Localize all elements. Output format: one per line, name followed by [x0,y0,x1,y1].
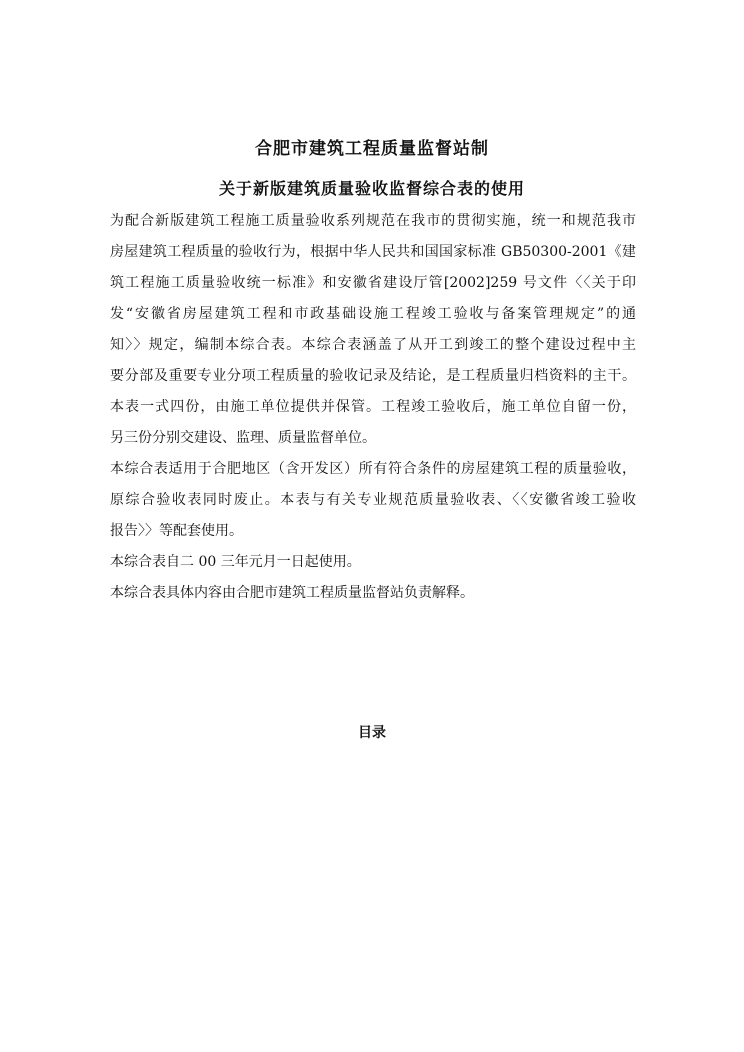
paragraph-1-line: 为配合新版建筑工程施工质量验收系列规范在我市的贯彻实施，统一和规范我市 [110,213,636,229]
paragraph-3-line: 原综合验收表同时废止。本表与有关专业规范质量验收表、〈〈安徽省竣工验收 [110,492,636,508]
paragraph-5: 本综合表具体内容由合肥市建筑工程质量监督站负责解释。 [110,585,474,601]
paragraph-4: 本综合表自二 00 三年元月一日起使用。 [110,554,361,570]
document-subtitle: 关于新版建筑质量验收监督综合表的使用 [218,179,525,198]
paragraph-1-line: 发“安徽省房屋建筑工程和市政基础设施工程竣工验收与备案管理规定”的通 [110,306,636,322]
paragraph-3-line: 报告〉〉等配套使用。 [110,523,243,539]
document-title: 合肥市建筑工程质量监督站制 [255,139,489,159]
paragraph-1-line: 知〉〉规定，编制本综合表。本综合表涵盖了从开工到竣工的整个建设过程中主 [110,337,636,353]
paragraph-2-line: 另三份分别交建设、监理、质量监督单位。 [110,430,376,446]
toc-heading: 目录 [358,725,386,741]
document-body [110,206,636,609]
paragraph-3-line: 本综合表适用于合肥地区（含开发区）所有符合条件的房屋建筑工程的质量验收， [110,461,636,477]
paragraph-1-line: 筑工程施工质量验收统一标准》和安徽省建设厅管[2002]259 号文件〈〈关于印 [110,275,636,291]
paragraph-2-line: 本表一式四份，由施工单位提供并保管。工程竣工验收后，施工单位自留一份， [110,399,636,415]
paragraph-1-line: 要分部及重要专业分项工程质量的验收记录及结论，是工程质量归档资料的主干。 [110,368,636,384]
paragraph-1-line: 房屋建筑工程质量的验收行为，根据中华人民共和国国家标准 GB50300-2001《建 [110,244,636,260]
